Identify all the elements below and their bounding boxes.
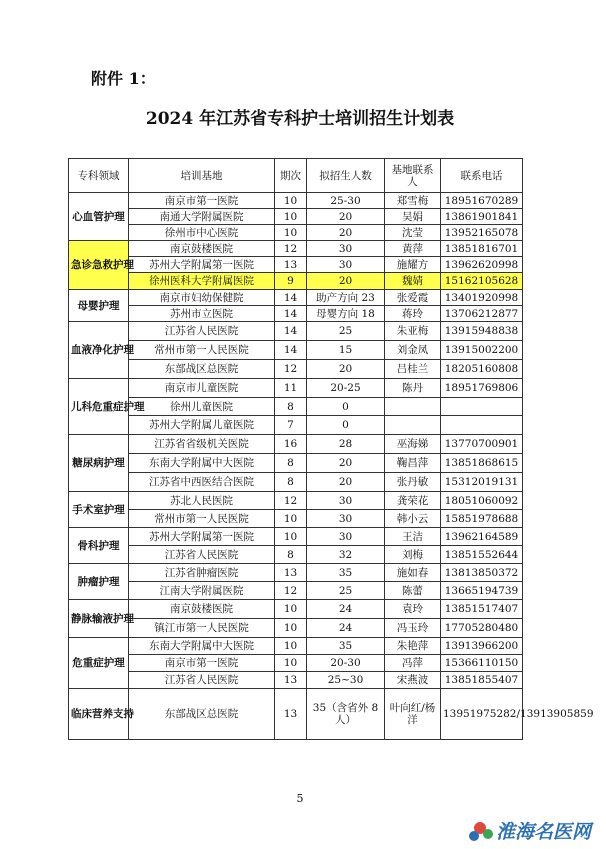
phone-cell: 13851868615 — [441, 454, 523, 473]
planned-cell: 20-30 — [307, 655, 385, 672]
contact-cell: 刘梅 — [385, 546, 441, 564]
planned-cell: 20 — [307, 225, 385, 241]
table-body — [69, 193, 594, 740]
planned-cell: 25~30 — [307, 672, 385, 689]
table-row — [69, 225, 523, 241]
specialty-field-cell: 骨科护理 — [69, 528, 129, 564]
contact-cell: 陈丹 — [385, 379, 441, 398]
table-row — [69, 257, 523, 273]
base-cell: 常州市第一人民医院 — [129, 510, 275, 528]
planned-cell: 30 — [307, 528, 385, 546]
contact-cell: 张丹敏 — [385, 473, 441, 492]
contact-cell: 冯玉玲 — [385, 619, 441, 638]
base-cell: 东部战区总医院 — [129, 360, 275, 379]
phone-cell: 13861901841 — [441, 209, 523, 225]
base-cell: 苏州大学附属第一医院 — [129, 257, 275, 273]
period-cell: 12 — [275, 492, 307, 510]
planned-cell: 20 — [307, 360, 385, 379]
phone-cell: 13770700901 — [441, 435, 523, 454]
phone-cell: 13851517407 — [441, 600, 523, 619]
table-row — [69, 473, 523, 492]
period-cell: 8 — [275, 454, 307, 473]
planned-cell: 35（含省外 8 人） — [307, 689, 385, 740]
planned-cell: 20 — [307, 209, 385, 225]
table-row — [69, 655, 523, 672]
contact-cell: 黄萍 — [385, 241, 441, 257]
period-cell: 14 — [275, 290, 307, 306]
specialty-field-cell: 儿科危重症护理 — [69, 379, 129, 435]
planned-cell: 0 — [307, 416, 385, 435]
base-cell: 江苏省省级机关医院 — [129, 435, 275, 454]
table-row — [69, 600, 523, 619]
period-cell: 12 — [275, 360, 307, 379]
table-row — [69, 582, 523, 600]
table-row — [69, 341, 523, 360]
header-period: 期次 — [275, 159, 307, 193]
attachment-label: 附件 1： — [91, 69, 156, 88]
specialty-field-cell: 糖尿病护理 — [69, 435, 129, 492]
contact-cell: 施如春 — [385, 564, 441, 582]
phone-cell: 13401920998 — [441, 290, 523, 306]
table-row — [69, 435, 523, 454]
contact-cell: 鞠昌萍 — [385, 454, 441, 473]
contact-cell: 魏婧 — [385, 273, 441, 290]
planned-cell: 30 — [307, 241, 385, 257]
period-cell: 13 — [275, 672, 307, 689]
base-cell: 苏北人民医院 — [129, 492, 275, 510]
header-contact: 基地联系人 — [385, 159, 441, 193]
base-cell: 苏州大学附属儿童医院 — [129, 416, 275, 435]
phone-cell: 13915002200 — [441, 341, 523, 360]
base-cell: 南京鼓楼医院 — [129, 600, 275, 619]
contact-cell: 朱亚梅 — [385, 322, 441, 341]
base-cell: 江苏省肿瘤医院 — [129, 564, 275, 582]
base-cell: 江苏省中西医结合医院 — [129, 473, 275, 492]
base-cell: 南京市妇幼保健院 — [129, 290, 275, 306]
period-cell: 10 — [275, 193, 307, 209]
table-row — [69, 638, 523, 655]
specialty-field-cell: 手术室护理 — [69, 492, 129, 528]
planned-cell: 母婴方向 18 — [307, 306, 385, 322]
table-row — [69, 416, 523, 435]
header-phone: 联系电话 — [441, 159, 523, 193]
phone-cell: 15162105628 — [441, 273, 523, 290]
specialty-field-cell: 静脉输液护理 — [69, 600, 129, 638]
base-cell: 常州市第一人民医院 — [129, 341, 275, 360]
phone-cell: 13951975282/13913905859 — [441, 689, 523, 740]
header-field: 专科领域 — [69, 159, 129, 193]
planned-cell: 20 — [307, 473, 385, 492]
table-row — [69, 209, 523, 225]
specialty-field-cell: 血液净化护理 — [69, 322, 129, 379]
base-cell: 江苏省人民医院 — [129, 672, 275, 689]
period-cell: 9 — [275, 273, 307, 290]
page-title: 2024 年江苏省专科护士培训招生计划表 — [145, 109, 455, 129]
period-cell: 10 — [275, 225, 307, 241]
planned-cell: 20 — [307, 454, 385, 473]
contact-cell: 宋燕波 — [385, 672, 441, 689]
planned-cell: 24 — [307, 619, 385, 638]
table-row — [69, 322, 523, 341]
base-cell: 东南大学附属中大医院 — [129, 638, 275, 655]
table-row — [69, 672, 523, 689]
phone-cell: 13813850372 — [441, 564, 523, 582]
base-cell: 东南大学附属中大医院 — [129, 454, 275, 473]
phone-cell: 15851978688 — [441, 510, 523, 528]
phone-cell — [441, 416, 523, 435]
table-row — [69, 528, 523, 546]
table-row — [69, 241, 523, 257]
planned-cell: 25 — [307, 322, 385, 341]
phone-cell: 13962164589 — [441, 528, 523, 546]
period-cell: 13 — [275, 257, 307, 273]
table-row — [69, 510, 523, 528]
planned-cell: 30 — [307, 510, 385, 528]
contact-cell — [385, 416, 441, 435]
contact-cell: 王洁 — [385, 528, 441, 546]
phone-cell: 13915948838 — [441, 322, 523, 341]
planned-cell: 20 — [307, 273, 385, 290]
phone-cell: 18051060092 — [441, 492, 523, 510]
phone-cell: 15312019131 — [441, 473, 523, 492]
enrollment-plan-table — [68, 158, 594, 740]
base-cell: 南京市第一医院 — [129, 655, 275, 672]
phone-cell: 13706212877 — [441, 306, 523, 322]
table-row — [69, 546, 523, 564]
specialty-field-cell: 危重症护理 — [69, 638, 129, 689]
table-row — [69, 454, 523, 473]
watermark-text: 淮海名医网 — [496, 821, 592, 843]
contact-cell: 郑雪梅 — [385, 193, 441, 209]
contact-cell: 龚荣花 — [385, 492, 441, 510]
contact-cell: 袁玲 — [385, 600, 441, 619]
base-cell: 江苏省人民医院 — [129, 546, 275, 564]
base-cell: 南通大学附属医院 — [129, 209, 275, 225]
planned-cell: 30 — [307, 492, 385, 510]
table-row — [69, 564, 523, 582]
period-cell: 10 — [275, 600, 307, 619]
planned-cell: 35 — [307, 638, 385, 655]
table-row — [69, 689, 523, 740]
specialty-field-cell: 心血管护理 — [69, 193, 129, 241]
phone-cell: 13962620998 — [441, 257, 523, 273]
phone-cell: 18205160808 — [441, 360, 523, 379]
period-cell: 7 — [275, 416, 307, 435]
phone-cell: 18951769806 — [441, 379, 523, 398]
contact-cell: 沈莹 — [385, 225, 441, 241]
contact-cell: 刘金凤 — [385, 341, 441, 360]
table-row — [69, 273, 523, 290]
table-header-row — [69, 159, 523, 193]
specialty-field-cell: 临床营养支持 — [69, 689, 129, 740]
phone-cell — [441, 398, 523, 416]
period-cell: 10 — [275, 619, 307, 638]
period-cell: 13 — [275, 689, 307, 740]
planned-cell: 28 — [307, 435, 385, 454]
contact-cell — [385, 398, 441, 416]
period-cell: 14 — [275, 306, 307, 322]
base-cell: 南京鼓楼医院 — [129, 241, 275, 257]
base-cell: 南京市第一医院 — [129, 193, 275, 209]
table-row — [69, 193, 523, 209]
specialty-field-cell: 肿瘤护理 — [69, 564, 129, 600]
planned-cell: 0 — [307, 398, 385, 416]
contact-cell: 冯萍 — [385, 655, 441, 672]
phone-cell: 13851855407 — [441, 672, 523, 689]
period-cell: 8 — [275, 546, 307, 564]
phone-cell: 13665194739 — [441, 582, 523, 600]
planned-cell: 35 — [307, 564, 385, 582]
planned-cell: 32 — [307, 546, 385, 564]
contact-cell: 张爱霞 — [385, 290, 441, 306]
phone-cell: 17705280480 — [441, 619, 523, 638]
header-base: 培训基地 — [129, 159, 275, 193]
contact-cell: 朱艳萍 — [385, 638, 441, 655]
period-cell: 16 — [275, 435, 307, 454]
base-cell: 南京市儿童医院 — [129, 379, 275, 398]
base-cell: 苏州市立医院 — [129, 306, 275, 322]
period-cell: 14 — [275, 341, 307, 360]
base-cell: 江苏省人民医院 — [129, 322, 275, 341]
base-cell: 江南大学附属医院 — [129, 582, 275, 600]
planned-cell: 15 — [307, 341, 385, 360]
period-cell: 12 — [275, 241, 307, 257]
base-cell: 苏州大学附属第一医院 — [129, 528, 275, 546]
period-cell: 10 — [275, 209, 307, 225]
table-row — [69, 379, 523, 398]
base-cell: 东部战区总医院 — [129, 689, 275, 740]
phone-cell: 15366110150 — [441, 655, 523, 672]
planned-cell: 25 — [307, 582, 385, 600]
base-cell: 徐州市中心医院 — [129, 225, 275, 241]
table-row — [69, 290, 523, 306]
header-planned: 拟招生人数 — [307, 159, 385, 193]
contact-cell: 吕桂兰 — [385, 360, 441, 379]
period-cell: 10 — [275, 528, 307, 546]
contact-cell: 叶向红/杨洋 — [385, 689, 441, 740]
planned-cell: 20-25 — [307, 379, 385, 398]
period-cell: 13 — [275, 564, 307, 582]
phone-cell: 13952165078 — [441, 225, 523, 241]
period-cell: 8 — [275, 398, 307, 416]
period-cell: 10 — [275, 638, 307, 655]
table-row — [69, 492, 523, 510]
planned-cell: 25-30 — [307, 193, 385, 209]
contact-cell: 吴娟 — [385, 209, 441, 225]
period-cell: 12 — [275, 582, 307, 600]
phone-cell: 13851816701 — [441, 241, 523, 257]
period-cell: 8 — [275, 473, 307, 492]
contact-cell: 韩小云 — [385, 510, 441, 528]
period-cell: 10 — [275, 510, 307, 528]
contact-cell: 施耀方 — [385, 257, 441, 273]
planned-cell: 30 — [307, 257, 385, 273]
phone-cell: 13913966200 — [441, 638, 523, 655]
table-row — [69, 360, 523, 379]
contact-cell: 巫海娣 — [385, 435, 441, 454]
contact-cell: 蒋玲 — [385, 306, 441, 322]
phone-cell: 13851552644 — [441, 546, 523, 564]
base-cell: 徐州儿童医院 — [129, 398, 275, 416]
contact-cell: 陈蕾 — [385, 582, 441, 600]
page-number: 5 — [296, 792, 304, 805]
table-row — [69, 306, 523, 322]
planned-cell: 助产方向 23 — [307, 290, 385, 306]
table-row — [69, 619, 523, 638]
base-cell: 镇江市第一人民医院 — [129, 619, 275, 638]
period-cell: 11 — [275, 379, 307, 398]
period-cell: 14 — [275, 322, 307, 341]
planned-cell: 24 — [307, 600, 385, 619]
phone-cell: 18951670289 — [441, 193, 523, 209]
base-cell: 徐州医科大学附属医院 — [129, 273, 275, 290]
specialty-field-cell: 急诊急救护理 — [69, 241, 129, 290]
period-cell: 10 — [275, 655, 307, 672]
specialty-field-cell: 母婴护理 — [69, 290, 129, 322]
